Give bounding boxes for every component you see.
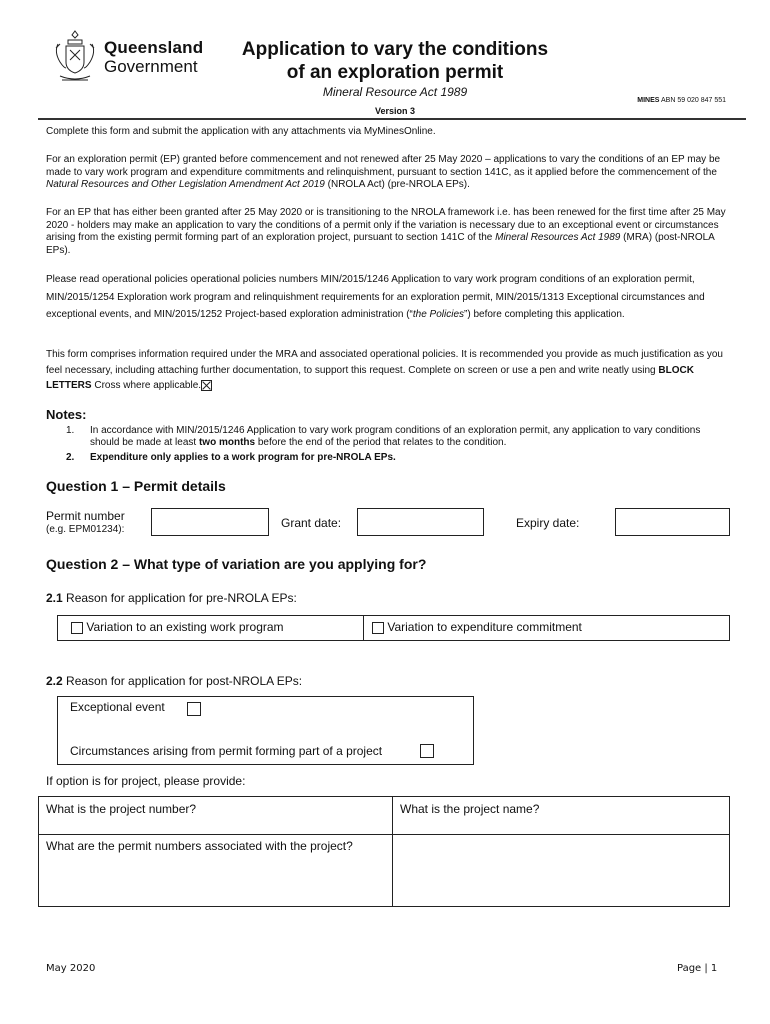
section-2-1-text: Reason for application for pre-NROLA EPs: bbox=[62, 591, 297, 605]
question-1-heading: Question 1 – Permit details bbox=[46, 478, 226, 494]
note-2-text: Expenditure only applies to a work program for pre-NROLA EPs. bbox=[90, 452, 396, 463]
project-details-table bbox=[38, 796, 730, 907]
note-2 bbox=[66, 452, 726, 465]
p5-text-b: Cross where applicable. bbox=[91, 380, 202, 391]
project-number-label: What is the project number? bbox=[46, 802, 197, 816]
circumstances-checkbox[interactable] bbox=[420, 744, 434, 758]
p4-text-b: ”) before completing this application. bbox=[464, 309, 625, 320]
p2-text-a: For an exploration permit (EP) granted before commencement and not renewed after 25 May 2020 – applications to vary the conditions of an EP may be made to vary work program and expenditure commitments and relinquishment, pursuant to section 141C, as it applied before the commencement of the bbox=[46, 154, 721, 178]
post-nrola-options-box bbox=[57, 696, 474, 765]
note-2-number: 2. bbox=[66, 452, 75, 463]
intro-paragraph-3 bbox=[46, 207, 730, 257]
coat-of-arms-icon bbox=[52, 28, 98, 84]
note-1-text-b: before the end of the period that relates to the condition. bbox=[255, 437, 507, 448]
exceptional-event-checkbox[interactable] bbox=[187, 702, 201, 716]
logo-government-text: Government bbox=[104, 57, 198, 76]
project-number-input[interactable] bbox=[39, 797, 392, 834]
section-2-2-text: Reason for application for post-NROLA EPs: bbox=[62, 674, 303, 688]
expiry-date-input[interactable] bbox=[615, 508, 730, 536]
intro-paragraph-4 bbox=[46, 271, 730, 324]
question-2-heading: Question 2 – What type of variation are you applying for? bbox=[46, 556, 427, 572]
permit-number-hint: (e.g. EPM01234): bbox=[46, 524, 125, 535]
exceptional-event-label: Exceptional event bbox=[70, 700, 165, 714]
form-title bbox=[200, 38, 590, 84]
table-divider bbox=[363, 616, 364, 640]
p5-block-letters: BLOCK LETTERS bbox=[46, 364, 694, 391]
option-work-program[interactable] bbox=[71, 620, 284, 634]
project-table-horizontal-divider bbox=[39, 834, 729, 835]
form-version: Version 3 bbox=[374, 106, 416, 116]
note-1-text-a: In accordance with MIN/2015/1246 Application to vary work program conditions of an exploration permit, any application to vary conditions should be made at least bbox=[90, 425, 701, 448]
form-subtitle: Mineral Resource Act 1989 bbox=[322, 85, 468, 99]
p4-policies: the Policies bbox=[412, 309, 465, 320]
permit-number-label: Permit number bbox=[46, 509, 125, 523]
permit-number-input[interactable] bbox=[151, 508, 269, 536]
pre-nrola-options-table bbox=[57, 615, 730, 641]
queensland-government-logo bbox=[52, 28, 212, 84]
expiry-date-label: Expiry date: bbox=[516, 516, 580, 530]
circumstances-label: Circumstances arising from permit forming part of a project bbox=[70, 744, 383, 758]
grant-date-input[interactable] bbox=[357, 508, 484, 536]
expenditure-checkbox[interactable] bbox=[372, 622, 384, 634]
note-1-bold: two months bbox=[198, 437, 256, 448]
expenditure-label: Variation to expenditure commitment bbox=[387, 620, 582, 634]
title-line-1: Application to vary the conditions bbox=[241, 39, 549, 60]
p4-text-a: Please read operational policies operational policies numbers MIN/2015/1246 Application to vary work program conditions of an exploration permit, MIN/2015/1254 Exploration work program and relinquishment requirements for an exploration permit, MIN/2015/1313 Exceptional circumstances and exceptional events, and MIN/2015/1252 Project-based exploration administration (“ bbox=[46, 274, 705, 320]
option-expenditure[interactable] bbox=[372, 620, 582, 634]
p3-text-a: For an EP that has either been granted after 25 May 2020 or is transitioning to the NROLA framework i.e. has been renewed for the first time after 25 May 2020 - holders may make an application to vary the conditions of a permit only if the variation is necessary due to an exceptional event or circumstances arising from the existing permit forming part of an exploration project, pursuant to section 141C of the bbox=[46, 207, 726, 243]
project-permits-label: What are the permit numbers associated with the project? bbox=[46, 839, 353, 853]
intro-paragraph-2 bbox=[46, 154, 730, 192]
work-program-checkbox[interactable] bbox=[71, 622, 83, 634]
intro-paragraph-5 bbox=[46, 347, 730, 394]
project-name-label: What is the project name? bbox=[400, 802, 540, 816]
footer-date: May 2020 bbox=[46, 963, 96, 974]
p5-text-a: This form comprises information required under the MRA and associated operational policies. It is recommended you provide as much justification as you feel necessary, including attaching further documentation, to support this request. Complete on screen or use a pen and write neatly using bbox=[46, 349, 723, 376]
note-1-number: 1. bbox=[66, 425, 75, 436]
work-program-label: Variation to an existing work program bbox=[86, 620, 284, 634]
notes-heading: Notes: bbox=[46, 407, 87, 422]
section-2-2-label bbox=[46, 674, 302, 688]
p3-act-name: Mineral Resources Act 1989 bbox=[495, 232, 621, 243]
note-1 bbox=[66, 425, 726, 451]
section-2-1-number: 2.1 bbox=[46, 591, 63, 605]
intro-paragraph-1: Complete this form and submit the application with any attachments via MyMinesOnline. bbox=[46, 126, 436, 137]
project-intro-text: If option is for project, please provide: bbox=[46, 774, 246, 788]
section-2-2-number: 2.2 bbox=[46, 674, 63, 688]
project-permits-input[interactable] bbox=[39, 855, 392, 906]
abn-text bbox=[637, 97, 726, 104]
p2-text-b: (NROLA Act) (pre-NROLA EPs). bbox=[324, 179, 470, 190]
grant-date-label: Grant date: bbox=[281, 516, 342, 530]
p2-act-name: Natural Resources and Other Legislation Amendment Act 2019 bbox=[46, 179, 325, 190]
abn-value: ABN 59 020 847 551 bbox=[661, 97, 726, 104]
abn-label: MINES bbox=[637, 97, 660, 104]
logo-queensland-text: Queensland bbox=[104, 38, 204, 57]
section-2-1-label bbox=[46, 591, 297, 605]
project-name-input[interactable] bbox=[393, 797, 729, 834]
header-divider bbox=[38, 118, 746, 120]
title-line-2: of an exploration permit bbox=[286, 62, 504, 83]
p3-text-b: (MRA) (post-NROLA EPs). bbox=[46, 232, 715, 256]
crossed-checkbox-icon bbox=[201, 380, 212, 391]
footer-page-number: Page | 1 bbox=[677, 963, 718, 974]
note-1-text bbox=[90, 425, 726, 449]
